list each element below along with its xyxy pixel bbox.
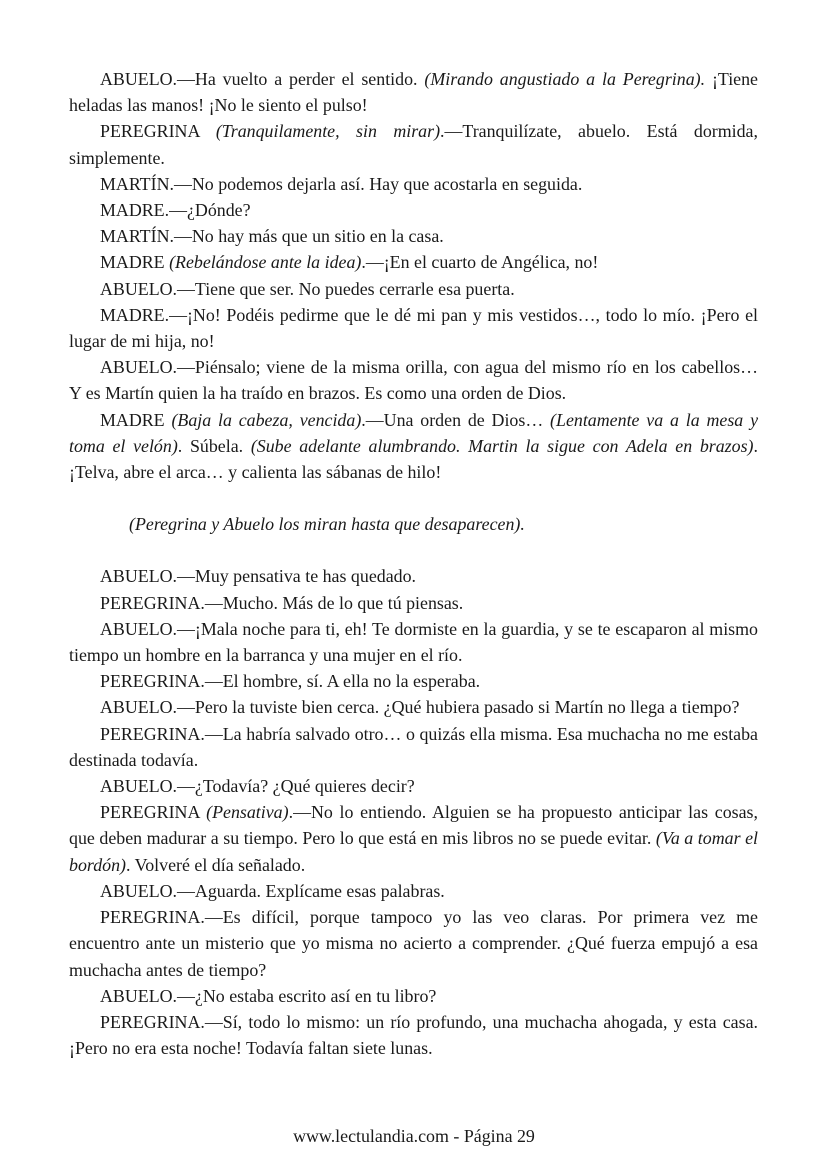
italic-segment: (Mirando angustiado a la Peregrina).: [424, 69, 706, 89]
dialogue-paragraph: [69, 407, 758, 486]
stage-direction: [69, 511, 758, 537]
dialogue-paragraph: [69, 1009, 758, 1061]
text-segment: MARTÍN.—No podemos dejarla así. Hay que acostarla en seguida.: [100, 173, 583, 194]
text-segment: MARTÍN.—No hay más que un sitio en la casa.: [100, 226, 444, 247]
text-segment: ABUELO.—Piénsalo; viene de la misma orilla, con agua del mismo río en los cabellos… Y es Martín quien la ha traído en brazos. Es como una orden de Dios.: [69, 357, 758, 404]
italic-segment: (Rebelándose ante la idea): [169, 252, 362, 273]
dialogue-paragraph: [69, 354, 758, 406]
document-body: [69, 66, 758, 1061]
text-segment: . ¡Telva, abre el arca… y calienta las sábanas de hilo!: [69, 435, 758, 483]
text-segment: ABUELO.—Tiene que ser. No puedes cerrarle esa puerta.: [100, 278, 515, 299]
dialogue-paragraph: [69, 197, 758, 223]
text-segment: PEREGRINA.—La habría salvado otro… o quizás ella misma. Esa muchacha no me estaba destinada todavía.: [69, 723, 758, 770]
text-segment: MADRE.—¡No! Podéis pedirme que le dé mi pan y mis vestidos…, todo lo mío. ¡Pero el lugar de mi hija, no!: [69, 304, 758, 352]
dialogue-paragraph: [69, 171, 758, 197]
text-segment: ABUELO.—¿No estaba escrito así en tu libro?: [100, 985, 437, 1006]
italic-segment: (Va a tomar el bordón): [69, 828, 758, 875]
dialogue-paragraph: [69, 118, 758, 170]
text-segment: . Súbela.: [177, 435, 251, 456]
text-segment: . Volveré el día señalado.: [125, 854, 306, 875]
text-segment: PEREGRINA.—Mucho. Más de lo que tú piensas.: [100, 592, 464, 613]
text-segment: ABUELO.—¿Todavía? ¿Qué quieres decir?: [100, 776, 415, 797]
dialogue-paragraph: [69, 878, 758, 904]
text-segment: PEREGRINA: [100, 802, 207, 823]
text-segment: ABUELO.—Aguarda. Explícame esas palabras.: [100, 880, 445, 901]
text-segment: ABUELO.—Muy pensativa te has quedado.: [100, 566, 417, 587]
dialogue-paragraph: [69, 799, 758, 878]
italic-segment: (Sube adelante alumbrando. Martin la sigue con Adela en brazos): [250, 435, 754, 456]
italic-segment: (Peregrina y Abuelo los miran hasta que desaparecen).: [129, 514, 525, 535]
dialogue-paragraph: [69, 223, 758, 249]
dialogue-paragraph: [69, 590, 758, 616]
italic-segment: (Lentamente va a la mesa y toma el velón): [69, 409, 759, 456]
text-segment: .—Tranquilízate, abuelo. Está dormida, simplemente.: [69, 121, 758, 168]
dialogue-paragraph: [69, 249, 758, 275]
text-segment: PEREGRINA.—Es difícil, porque tampoco yo las veo claras. Por primera vez me encuentro ante un misterio que yo misma no acierto a comprender. ¿Qué fuerza empujó a esa muchacha antes de tiempo?: [69, 907, 758, 980]
dialogue-paragraph: [69, 904, 758, 983]
text-segment: ¡Tiene heladas las manos! ¡No le siento el pulso!: [69, 69, 758, 116]
text-segment: ABUELO.—Ha vuelto a perder el sentido.: [100, 69, 425, 89]
text-segment: MADRE: [100, 252, 170, 273]
text-segment: PEREGRINA: [100, 121, 216, 142]
italic-segment: (Tranquilamente, sin mirar): [215, 121, 441, 142]
dialogue-paragraph: [69, 983, 758, 1009]
italic-segment: (Baja la cabeza, vencida): [171, 409, 362, 430]
text-segment: ABUELO.—Pero la tuviste bien cerca. ¿Qué hubiera pasado si Martín no llega a tiempo?: [100, 697, 740, 718]
dialogue-paragraph: [69, 721, 758, 773]
dialogue-paragraph: [69, 563, 758, 589]
text-segment: .—¡En el cuarto de Angélica, no!: [361, 252, 599, 273]
dialogue-paragraph: [69, 616, 758, 668]
page-footer: www.lectulandia.com - Página 29: [293, 1126, 535, 1146]
dialogue-paragraph: [69, 773, 758, 799]
dialogue-paragraph: [69, 668, 758, 694]
dialogue-paragraph: [69, 276, 758, 302]
text-segment: MADRE: [100, 409, 172, 430]
text-segment: MADRE.—¿Dónde?: [100, 200, 251, 221]
text-segment: ABUELO.—¡Mala noche para ti, eh! Te dormiste en la guardia, y se te escaparon al mismo tiempo un hombre en la barranca y una mujer en el río.: [69, 618, 758, 666]
dialogue-paragraph: [69, 302, 758, 354]
dialogue-paragraph: [69, 694, 758, 720]
dialogue-paragraph: [69, 66, 758, 118]
text-segment: .—No lo entiendo. Alguien se ha propuesto anticipar las cosas, que deben madurar a su tiempo. Pero lo que está en mis libros no se puede evitar.: [69, 802, 758, 849]
text-segment: PEREGRINA.—El hombre, sí. A ella no la esperaba.: [100, 671, 481, 692]
text-segment: PEREGRINA.—Sí, todo lo mismo: un río profundo, una muchacha ahogada, y esta casa. ¡Pero no era esta noche! Todavía faltan siete lunas.: [69, 1011, 758, 1059]
italic-segment: (Pensativa): [206, 802, 289, 823]
text-segment: .—Una orden de Dios…: [361, 409, 551, 430]
